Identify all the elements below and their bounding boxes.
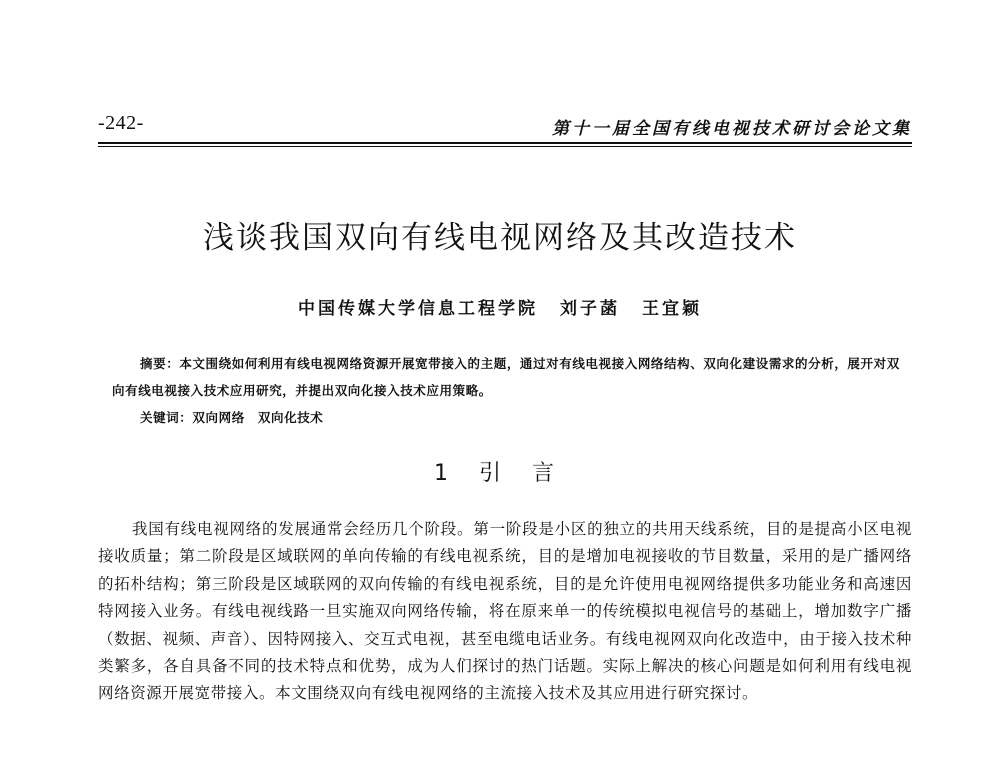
- journal-title: 第十一届全国有线电视技术研讨会论文集: [552, 119, 912, 139]
- page-number: -242-: [98, 112, 144, 134]
- section-heading: 1 引 言: [434, 461, 566, 486]
- abstract-label: 摘要：: [140, 356, 180, 371]
- keywords-label: 关键词：: [140, 410, 193, 425]
- running-header: [98, 112, 912, 142]
- body-paragraph: 我国有线电视网络的发展通常会经历几个阶段。第一阶段是小区的独立的共用天线系统，目的是提高小区电视接收质量；第二阶段是区域联网的单向传输的有线电视系统，目的是增加电视接收的节目数量，采用的是广播网络的拓朴结构；第三阶段是区域联网的双向传输的有线电视系统，目的是允许使用电视网络提供多功能业务和高速因特网接入业务。有线电视线路一旦实施双向网络传输，将在原来单一的传统模拟电视信号的基础上，增加数字广播（数据、视频、声音）、因特网接入、交互式电视，甚至电缆电话业务。有线电视网双向化改造中，由于接入技术种类繁多，各自具备不同的技术特点和优势，成为人们探讨的热门话题。实际上解决的核心问题是如何利用有线电视网络资源开展宽带接入。本文围绕双向有线电视网络的主流接入技术及其应用进行研究探讨。: [98, 520, 912, 703]
- author-name: 刘子菡: [560, 299, 620, 319]
- abstract: [112, 350, 912, 431]
- keywords-text: 双向网络 双向化技术: [192, 410, 324, 425]
- author-line: [0, 294, 1000, 319]
- paper-title: 浅谈我国双向有线电视网络及其改造技术: [203, 220, 797, 256]
- header-rule: [98, 142, 912, 144]
- affiliation: 中国传媒大学信息工程学院: [298, 299, 538, 319]
- author-name: 王宜颖: [642, 299, 702, 319]
- body-text: [98, 516, 912, 708]
- header-rule-thin: [98, 146, 912, 147]
- abstract-text: 本文围绕如何利用有线电视网络资源开展宽带接入的主题，通过对有线电视接入网络结构、双向化建设需求的分析，展开对双向有线电视接入技术应用研究，并提出双向化接入技术应用策略。: [112, 356, 900, 398]
